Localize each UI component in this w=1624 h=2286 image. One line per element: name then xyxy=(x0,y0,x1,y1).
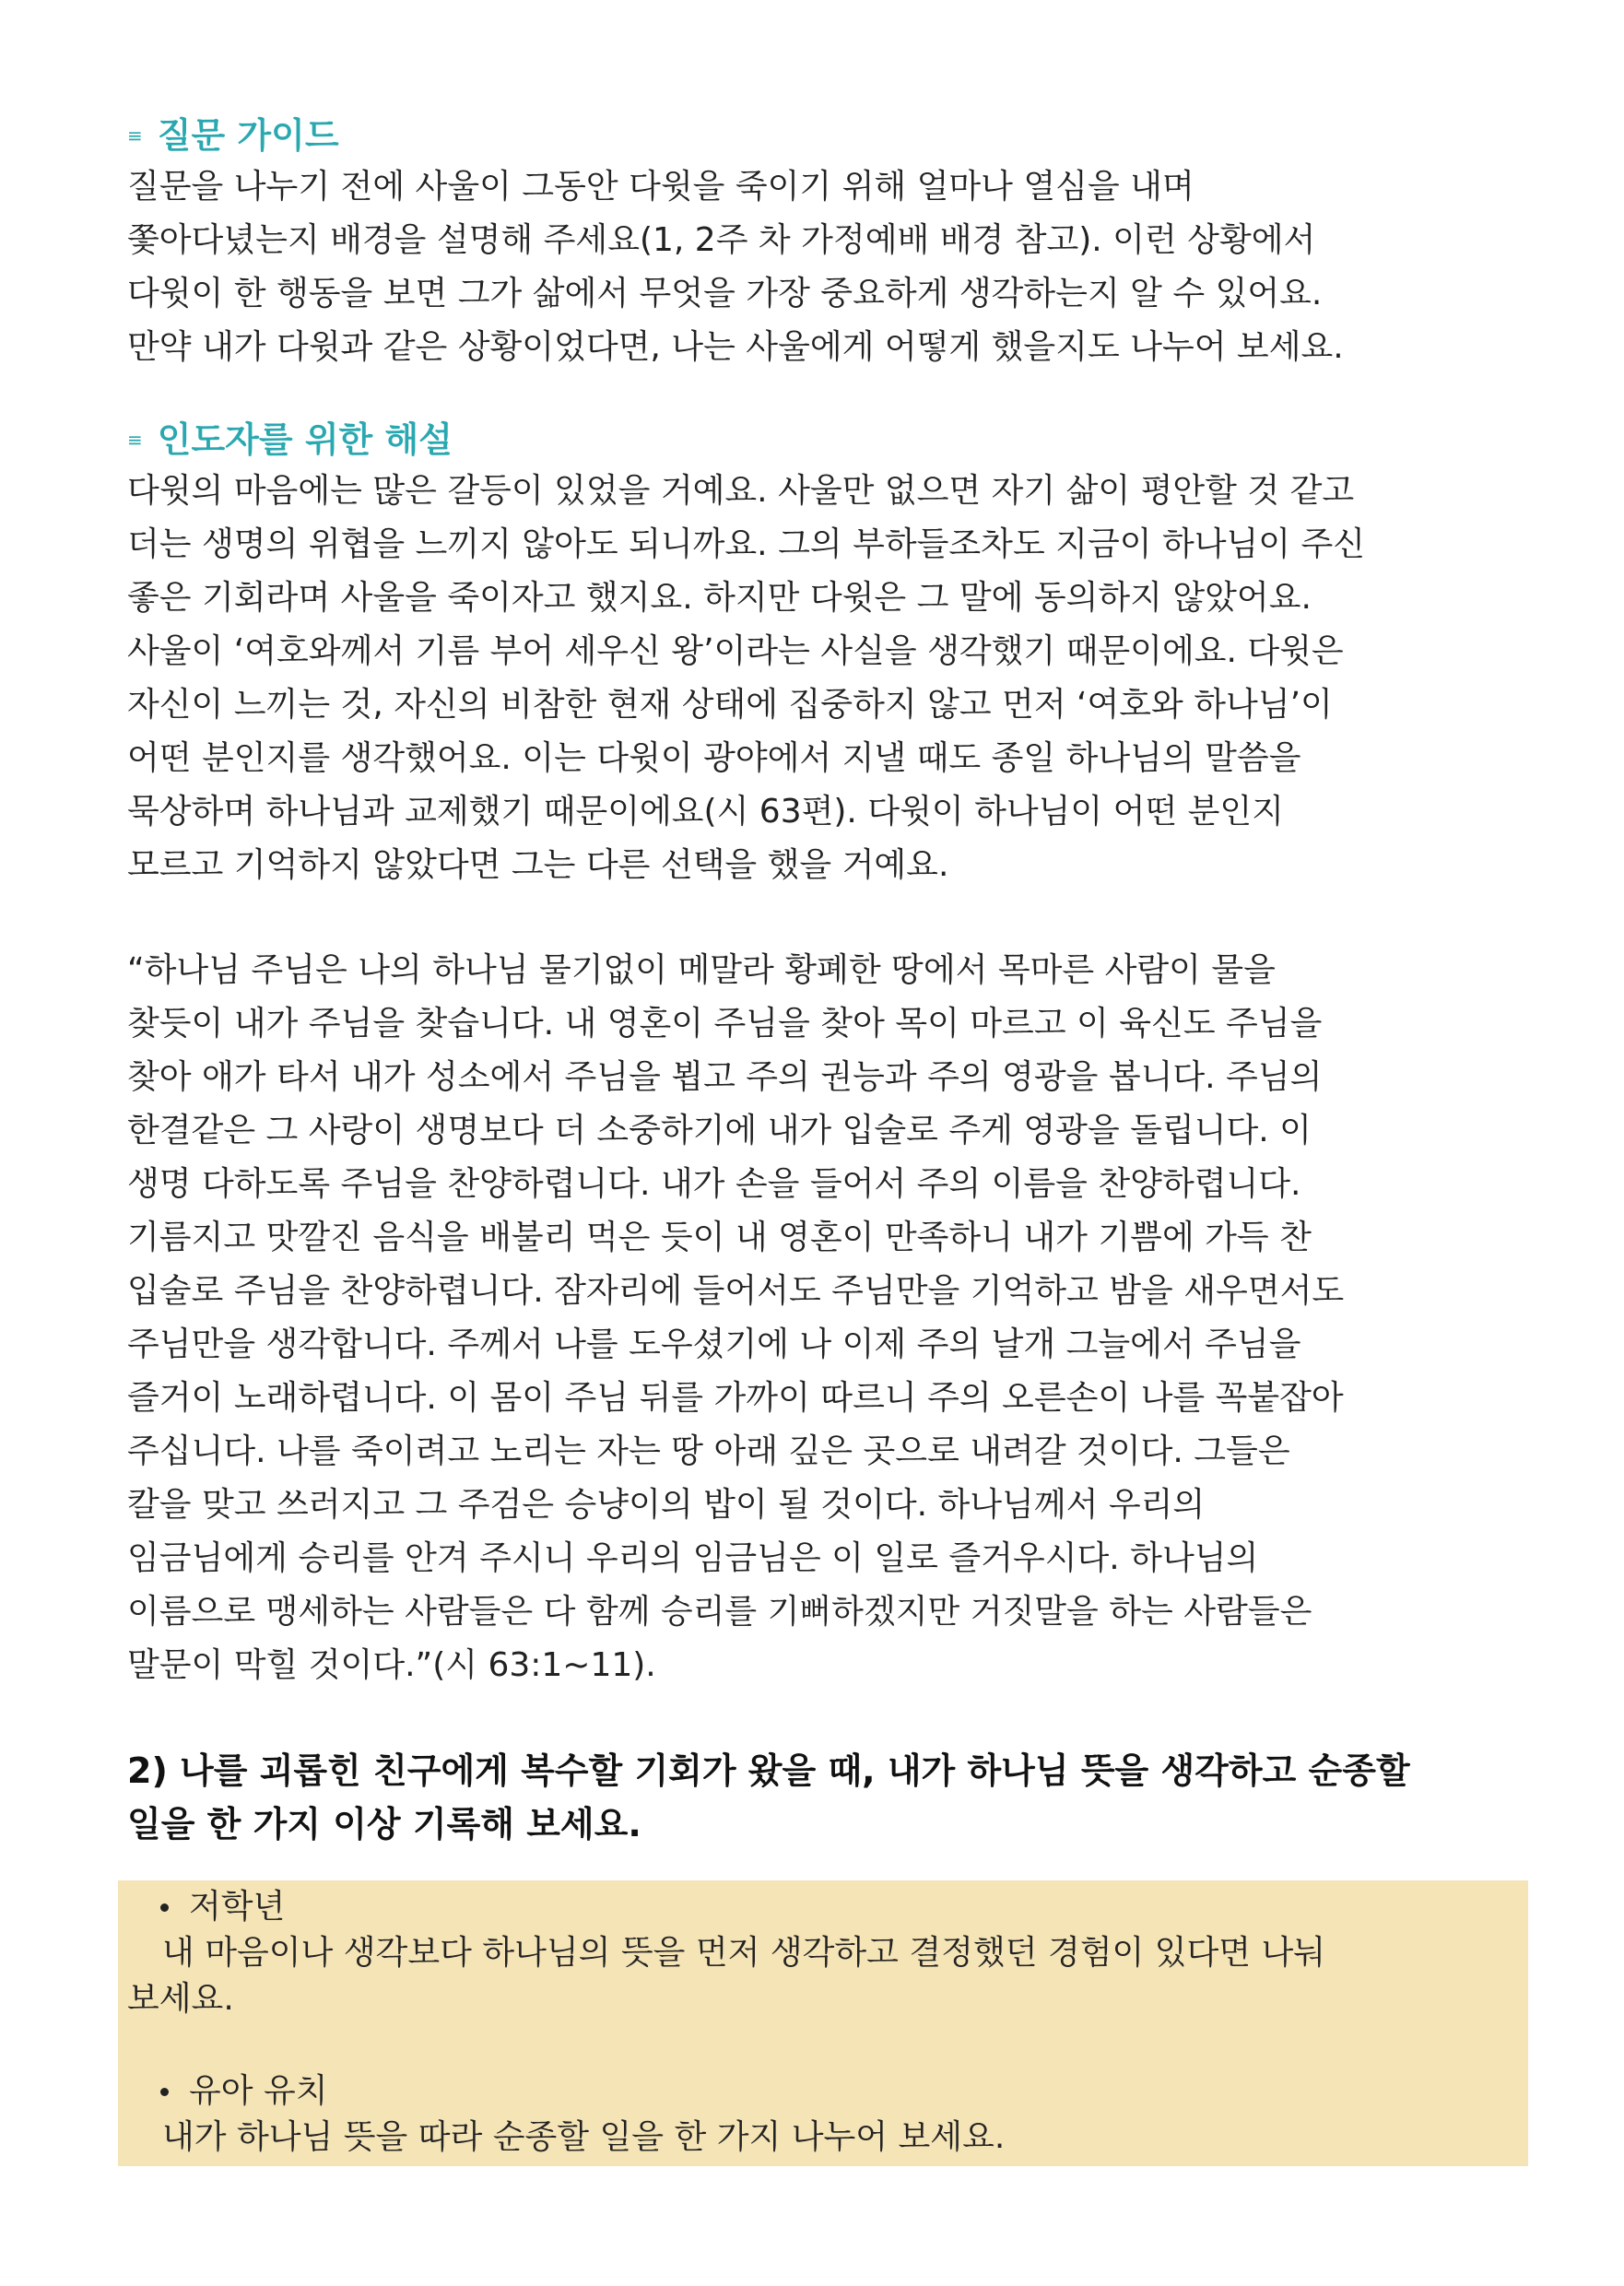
text-line: 생명 다하도록 주님을 찬양하렵니다. 내가 손을 들어서 주의 이름을 찬양하렵니다. xyxy=(127,1165,1301,1203)
item-text: 내 마음이나 생각보다 하나님의 뜻을 먼저 생각하고 결정했던 경험이 있다면 나눠 xyxy=(162,1934,1326,1972)
heading-text: 인도자를 위한 해설 xyxy=(157,419,453,460)
text-line: “하나님 주님은 나의 하나님 물기없이 메말라 황폐한 땅에서 목마른 사람이 물을 xyxy=(127,951,1276,989)
text-line: 쫓아다녔는지 배경을 설명해 주세요(1, 2주 차 가정예배 배경 참고). 이런 상황에서 xyxy=(127,221,1316,259)
text-line: 질문을 나누기 전에 사울이 그동안 다윗을 죽이기 위해 얼마나 열심을 내며 xyxy=(127,168,1194,206)
text-line: 좋은 기회라며 사울을 죽이자고 했지요. 하지만 다윗은 그 말에 동의하지 않았어요. xyxy=(127,579,1312,617)
text-line: 말문이 막힐 것이다.”(시 63:1~11). xyxy=(127,1646,656,1684)
document-page xyxy=(127,111,1528,1851)
text-line: 칼을 맞고 쓰러지고 그 주검은 승냥이의 밥이 될 것이다. 하나님께서 우리의 xyxy=(127,1486,1206,1524)
heading-text: 질문 가이드 xyxy=(157,115,339,156)
text-line: 입술로 주님을 찬양하렵니다. 잠자리에 들어서도 주님만을 기억하고 밤을 새우면서도 xyxy=(127,1272,1345,1310)
text-line: 한결같은 그 사랑이 생명보다 더 소중하기에 내가 입술로 주게 영광을 돌립니다. 이 xyxy=(127,1112,1312,1149)
text-line: 기름지고 맛깔진 음식을 배불리 먹은 듯이 내 영혼이 만족하니 내가 기쁨에 가득 찬 xyxy=(127,1219,1312,1256)
menu-lines-icon: ≡ xyxy=(127,124,143,147)
text-line: 묵상하며 하나님과 교제했기 때문이에요(시 63편). 다윗이 하나님이 어떤 분인지 xyxy=(127,793,1284,831)
text-line: 찾듯이 내가 주님을 찾습니다. 내 영혼이 주님을 찾아 목이 마르고 이 육신도 주님을 xyxy=(127,1005,1323,1043)
item-label: 유아 유치 xyxy=(189,2072,328,2110)
section-heading-leader-commentary xyxy=(127,415,1528,465)
menu-lines-icon: ≡ xyxy=(127,429,143,451)
item-label: 저학년 xyxy=(189,1888,286,1926)
text-line: 다윗의 마음에는 많은 갈등이 있었을 거예요. 사울만 없으면 자기 삶이 평안할 것 같고 xyxy=(127,472,1355,510)
text-line: 다윗이 한 행동을 보면 그가 삶에서 무엇을 가장 중요하게 생각하는지 알 수 있어요. xyxy=(127,275,1323,312)
bullet-icon xyxy=(160,1903,169,1912)
question-2 xyxy=(127,1744,1528,1851)
item-text: 내가 하나님 뜻을 따라 순종할 일을 한 가지 나누어 보세요. xyxy=(162,2118,1006,2156)
text-line: 즐거이 노래하렵니다. 이 몸이 주님 뒤를 가까이 따르니 주의 오른손이 나를 꼭붙잡아 xyxy=(127,1379,1344,1417)
text-line: 어떤 분인지를 생각했어요. 이는 다윗이 광야에서 지낼 때도 종일 하나님의 말씀을 xyxy=(127,739,1301,777)
leader-commentary-paragraph xyxy=(127,465,1528,892)
text-line: 모르고 기억하지 않았다면 그는 다른 선택을 했을 거예요. xyxy=(127,846,949,884)
item-text: 보세요. xyxy=(127,1980,234,2018)
scripture-quote xyxy=(127,944,1528,1692)
text-line: 이름으로 맹세하는 사람들은 다 함께 승리를 기뻐하겠지만 거짓말을 하는 사람들은 xyxy=(127,1593,1312,1631)
text-line: 만약 내가 다윗과 같은 상황이었다면, 나는 사울에게 어떻게 했을지도 나누어 보세요. xyxy=(127,328,1344,366)
text-line: 2) 나를 괴롭힌 친구에게 복수할 기회가 왔을 때, 내가 하나님 뜻을 생각하고 순종할 xyxy=(127,1750,1410,1791)
text-line: 사울이 ‘여호와께서 기름 부어 세우신 왕’이라는 사실을 생각했기 때문이에요. 다윗은 xyxy=(127,632,1344,670)
text-line: 더는 생명의 위협을 느끼지 않아도 되니까요. 그의 부하들조차도 지금이 하나님이 주신 xyxy=(127,525,1366,563)
text-line: 임금님에게 승리를 안겨 주시니 우리의 임금님은 이 일로 즐거우시다. 하나님의 xyxy=(127,1539,1259,1577)
text-line: 찾아 애가 타서 내가 성소에서 주님을 뵙고 주의 권능과 주의 영광을 봅니다. 주님의 xyxy=(127,1058,1323,1096)
text-line: 주님만을 생각합니다. 주께서 나를 도우셨기에 나 이제 주의 날개 그늘에서 주님을 xyxy=(127,1326,1301,1363)
question-guide-paragraph xyxy=(127,160,1528,374)
bullet-icon xyxy=(160,2088,169,2096)
text-line: 일을 한 가지 이상 기록해 보세요. xyxy=(127,1804,641,1844)
list-item-lower-grades xyxy=(118,1884,1528,1930)
age-group-box xyxy=(118,1880,1528,2166)
list-item-preschool xyxy=(118,2068,1528,2115)
text-line: 주십니다. 나를 죽이려고 노리는 자는 땅 아래 깊은 곳으로 내려갈 것이다. 그들은 xyxy=(127,1432,1290,1470)
text-line: 자신이 느끼는 것, 자신의 비참한 현재 상태에 집중하지 않고 먼저 ‘여호와 하나님’이 xyxy=(127,686,1333,724)
section-heading-question-guide xyxy=(127,111,1528,160)
